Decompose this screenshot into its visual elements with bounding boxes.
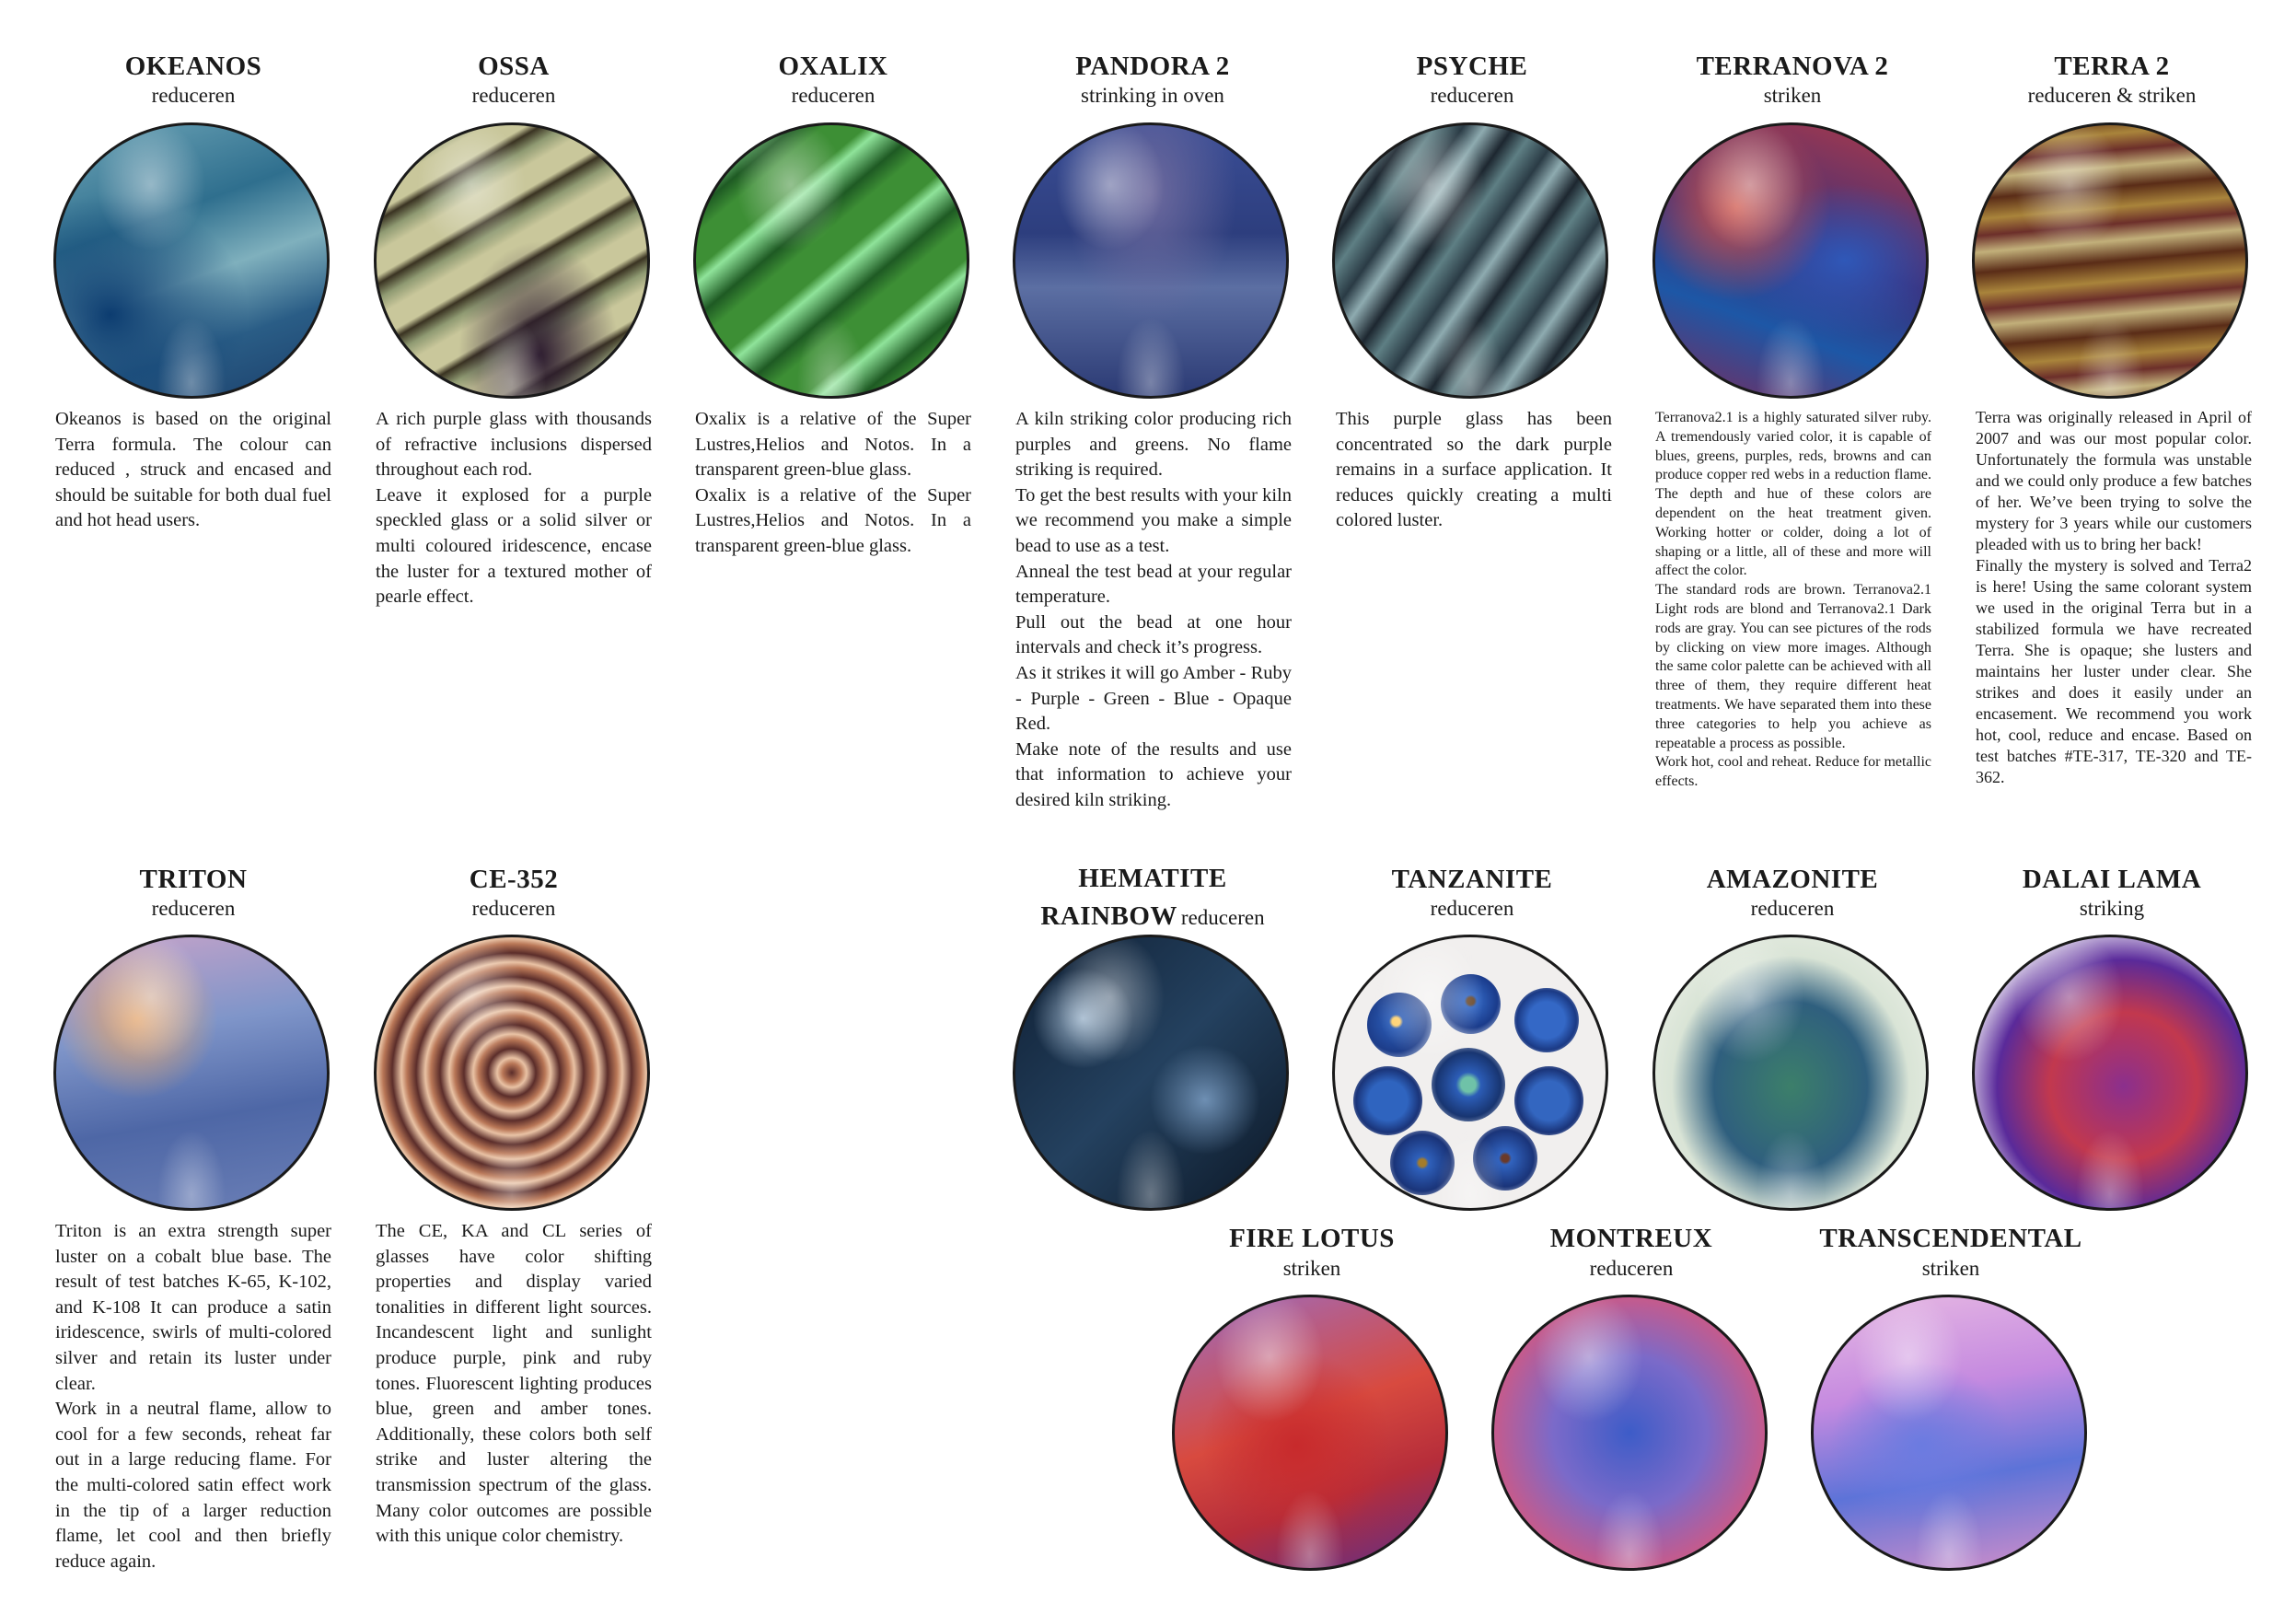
glass-sample-triton-image [53,935,330,1211]
product-method-okeanos: reduceren [151,84,236,107]
product-title-okeanos: OKEANOS [124,52,262,81]
glass-sample-tanzanite-image [1332,935,1608,1211]
bead-image [1432,1048,1505,1121]
glass-sample-terra-2-image [1972,122,2248,399]
product-title-triton: TRITON [139,865,248,894]
description-paragraph: Oxalix is a relative of the Super Lustres,Helios and Notos. In a transparent green-blue glass. [695,484,971,556]
description-paragraph: Work hot, cool and reheat. Reduce for metallic effects. [1655,754,1931,790]
bead-image [1367,993,1432,1057]
glass-sample-montreux-image [1491,1295,1768,1571]
description-paragraph: The standard rods are brown. Terranova2.1 Light rods are blond and Terranova2.1 Dark rods are gray. You can see pictures of the rods by clicking on view more images. Although the same color palette can be achieved with all three of them, they require different heat treatments. We have separated them into these three categories to help you achieve as repeatable a process as possible. [1655,582,1931,751]
description-paragraph: Finally the mystery is solved and Terra2 is here! Using the same colorant system we used in the original Terra but in a stabilized formula we have recreated Terra. She is opaque; she lusters and maintains her luster under clear. She strikes and does it easily under an encasement. We recommend you work hot, cool, reduce and encase. Based on test batches #TE-317, TE-320 and TE-362. [1976,556,2252,786]
glass-sample-terranova-2-image [1652,122,1929,399]
product-method-ossa: reduceren [471,84,556,107]
product-method-triton: reduceren [151,897,236,920]
description-paragraph: Oxalix is a relative of the Super Lustres,Helios and Notos. In a transparent green-blue glass. [695,409,971,481]
bead-image [1473,1126,1537,1191]
product-title-hematite-rainbow [1010,862,1295,937]
product-method-pandora-2: strinking in oven [1081,84,1224,107]
product-method-amazonite: reduceren [1750,897,1835,920]
product-method-terra-2: reduceren & striken [2027,84,2197,107]
product-title-ce-352: CE-352 [469,865,559,894]
product-description-okeanos [55,407,331,534]
description-paragraph: Leave it explosed for a purple speckled glass or a solid silver or multi coloured iridescence, encase the luster for a textured mother of pearle effect. [376,484,652,608]
description-paragraph: To get the best results with your kiln we recommend you make a simple bead to use as a test. [1015,484,1292,556]
product-title-dalai-lama: DALAI LAMA [2022,865,2202,894]
product-description-triton [55,1219,331,1574]
glass-sample-oxalix-image [693,122,969,399]
description-paragraph: Pull out the bead at one hour intervals and check it’s progress. [1015,611,1292,658]
product-description-ossa [376,407,652,610]
description-paragraph: A rich purple glass with thousands of refractive inclusions dispersed throughout each rod. [376,409,652,481]
product-title-fire-lotus: FIRE LOTUS [1229,1224,1395,1253]
product-title-ossa: OSSA [478,52,550,81]
glass-sample-transcendental-image [1811,1295,2087,1571]
product-description-terra-2 [1976,407,2252,788]
product-description-psyche [1336,407,1612,534]
glass-sample-fire-lotus-image [1172,1295,1448,1571]
product-title-psyche: PSYCHE [1416,52,1528,81]
product-title-montreux: MONTREUX [1549,1224,1713,1253]
bead-image [1441,974,1501,1034]
product-method-oxalix: reduceren [791,84,875,107]
description-paragraph: This purple glass has been concentrated so the dark purple remains in a surface application. It reduces quickly creating a multi colored luster. [1336,409,1612,531]
glass-sample-ce-352-image [374,935,650,1211]
glass-sample-pandora-2-image [1013,122,1289,399]
description-paragraph: Work in a neutral flame, allow to cool for a few seconds, reheat far out in a large reducing flame. For the multi-colored satin effect work in the tip of a larger reduction flame, let cool and then briefly reduce again. [55,1399,331,1572]
product-description-oxalix [695,407,971,560]
description-paragraph: Anneal the test bead at your regular temperature. [1015,561,1292,608]
glass-sample-amazonite-image [1652,935,1929,1211]
product-method-ce-352: reduceren [471,897,556,920]
glass-sample-psyche-image [1332,122,1608,399]
product-title-line: HEMATITE [1078,864,1227,893]
glass-sample-ossa-image [374,122,650,399]
product-title-tanzanite: TANZANITE [1391,865,1553,894]
product-title-oxalix: OXALIX [778,52,888,81]
description-paragraph: Okeanos is based on the original Terra formula. The colour can reduced , struck and encased and should be suitable for both dual fuel and hot head users. [55,409,331,531]
product-title-terranova-2: TERRANOVA 2 [1696,52,1889,81]
product-description-pandora-2 [1015,407,1292,814]
bead-image [1390,1131,1455,1195]
description-paragraph: Make note of the results and use that information to achieve your desired kiln striking. [1015,738,1292,810]
description-paragraph: Terra was originally released in April of 2007 and was our most popular color. Unfortunately the formula was unstable and we could only produce a few batches of her. We’ve been trying to solve the mystery for 3 years while our customers pleaded with us to bring her back! [1976,408,2252,553]
product-method-fire-lotus: striken [1282,1257,1341,1280]
description-paragraph: Triton is an extra strength super luster on a cobalt blue base. The result of test batches K-65, K-102, and K-108 It can produce a satin iridescence, swirls of multi-colored silver and retain its luster under clear. [55,1221,331,1394]
description-paragraph: A kiln striking color producing rich purples and greens. No flame striking is required. [1015,409,1292,481]
product-description-terranova-2 [1655,409,1931,792]
product-title-transcendental: TRANSCENDENTAL [1819,1224,2082,1253]
product-title-line: RAINBOW reduceren [1040,901,1265,931]
description-paragraph: Terranova2.1 is a highly saturated silver ruby. A tremendously varied color, it is capable of blues, greens, purples, reds, browns and can produce copper red webs in a reduction flame. The depth and hue of these colors are dependent on the heat treatment given. Working hotter or colder, doing a lot of shaping or a little, all of these and more will affect the color. [1655,410,1931,579]
bead-image [1514,1066,1583,1135]
product-method-transcendental: striken [1921,1257,1980,1280]
description-paragraph: The CE, KA and CL series of glasses have color shifting properties and display varied tonalities in different light sources. Incandescent light and sunlight produce purple, pink and ruby tones. Fluorescent lighting produces blue, green and amber tones. Additionally, these colors both self strike and luster altering the transmission spectrum of the glass. Many color outcomes are possible with this unique color chemistry. [376,1221,652,1547]
glass-sample-hematite-rainbow-image [1013,935,1289,1211]
description-paragraph: As it strikes it will go Amber - Ruby - Purple - Green - Blue - Opaque Red. [1015,662,1292,735]
product-title-amazonite: AMAZONITE [1706,865,1879,894]
product-method-montreux: reduceren [1589,1257,1674,1280]
product-title-terra-2: TERRA 2 [2054,52,2170,81]
glass-sample-okeanos-image [53,122,330,399]
product-description-ce-352 [376,1219,652,1550]
product-method-terranova-2: striken [1763,84,1822,107]
product-method-dalai-lama: striking [2079,897,2145,920]
product-method-psyche: reduceren [1430,84,1514,107]
glass-sample-dalai-lama-image [1972,935,2248,1211]
product-method-tanzanite: reduceren [1430,897,1514,920]
product-method-hematite-rainbow: reduceren [1180,906,1265,929]
product-title-pandora-2: PANDORA 2 [1075,52,1230,81]
bead-image [1514,988,1579,1052]
bead-image [1353,1066,1422,1135]
